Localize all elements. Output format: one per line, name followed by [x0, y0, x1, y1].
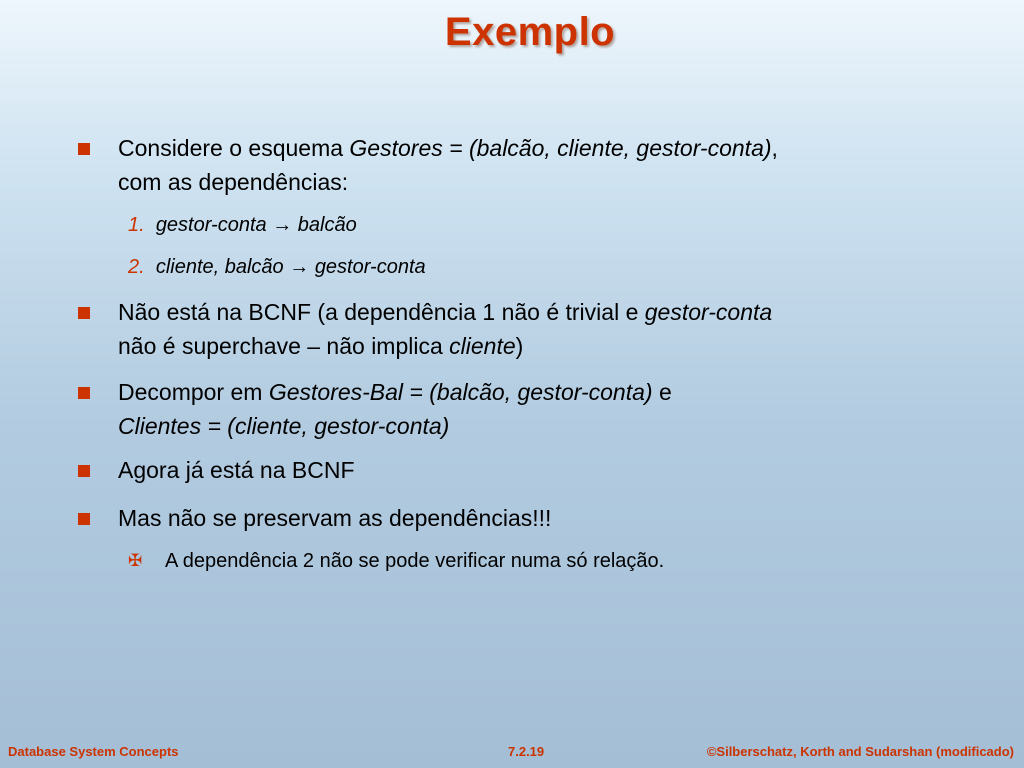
bullet-5: Mas não se preservam as dependências!!!: [118, 505, 552, 531]
arrow-icon: →: [289, 256, 310, 278]
bullet-1-text: Considere o esquema: [118, 135, 350, 161]
bullet-3-line-1: [118, 376, 672, 408]
bullet-marker: [78, 513, 90, 525]
dependency-1-right: balcão: [297, 214, 357, 236]
schema-clientes: Clientes = (cliente, gestor-conta): [118, 413, 450, 439]
arrow-icon: →: [272, 214, 293, 236]
footer-left: Database System Concepts: [8, 744, 179, 759]
dependency-1-left: gestor-conta: [155, 214, 267, 236]
bullet-2-emphasis-1: gestor-conta: [644, 299, 773, 325]
bullet-2-close-paren: ): [515, 333, 524, 359]
dependency-2-left: cliente, balcão: [155, 256, 284, 278]
bullet-2-text: Não está na BCNF (a dependência 1 não é trivial e: [118, 299, 645, 325]
bullet-3-and: e: [652, 379, 672, 405]
bullet-3-line-2: [118, 410, 449, 442]
bullet-5-sub: A dependência 2 não se pode verificar numa só relação.: [165, 550, 665, 572]
bullet-2-line-2: [118, 330, 523, 362]
footer-copyright: ©Silberschatz, Korth and Sudarshan (modificado): [706, 744, 1014, 759]
bullet-marker: [78, 465, 90, 477]
bullet-2-text-2: não é superchave – não implica: [118, 333, 450, 359]
dependency-2-number: 2.: [128, 256, 145, 278]
bullet-2-emphasis-2: cliente: [449, 333, 516, 359]
bullet-1-line-2: com as dependências:: [118, 169, 349, 195]
dependency-2: [128, 253, 426, 281]
footer-page-number: 7.2.19: [508, 744, 545, 759]
schema-gestores-bal: Gestores-Bal = (balcão, gestor-conta): [268, 379, 653, 405]
slide-title: Exemplo: [444, 10, 616, 54]
bullet-1-line-1: [118, 132, 778, 164]
schema-gestores: Gestores = (balcão, cliente, gestor-conta): [349, 135, 772, 161]
bullet-4: Agora já está na BCNF: [118, 457, 355, 483]
bullet-marker: [78, 143, 90, 155]
cross-bullet-icon: ✠: [128, 551, 143, 570]
bullet-3-text: Decompor em: [118, 379, 269, 405]
dependency-1-number: 1.: [128, 214, 145, 236]
dependency-2-right: gestor-conta: [314, 256, 426, 278]
bullet-1-comma: ,: [771, 135, 778, 161]
bullet-marker: [78, 307, 90, 319]
bullet-marker: [78, 387, 90, 399]
bullet-2-line-1: [118, 296, 772, 328]
dependency-1: [128, 211, 357, 239]
